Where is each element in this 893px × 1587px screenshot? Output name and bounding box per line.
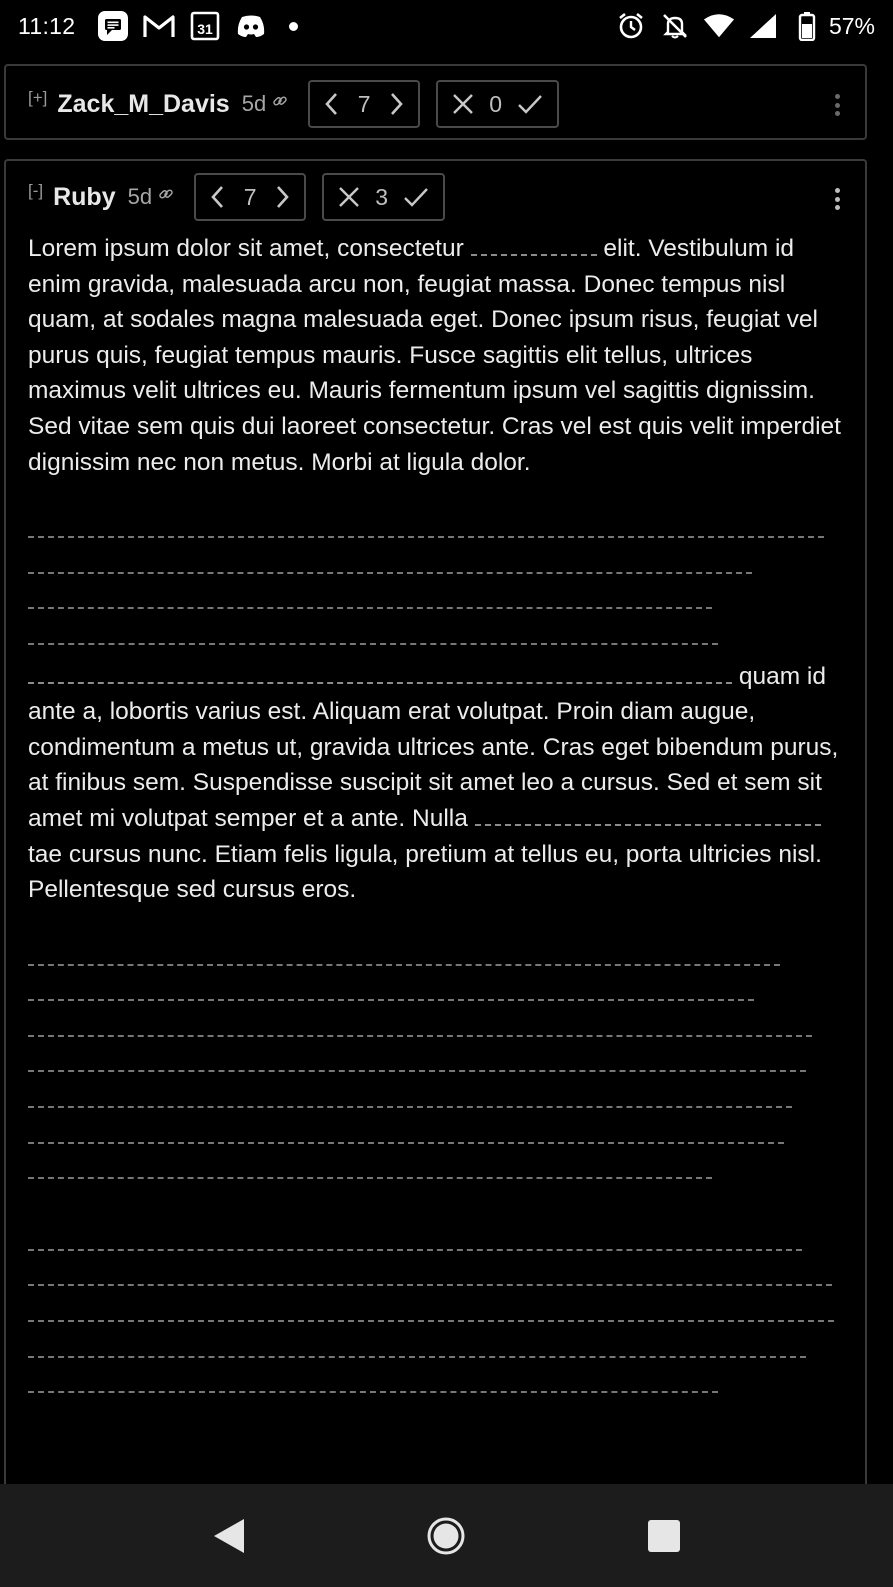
- home-button[interactable]: [422, 1512, 470, 1560]
- comment-header: [28, 173, 461, 221]
- redacted-line: [28, 1086, 843, 1122]
- downvote-chevron-icon[interactable]: [210, 185, 224, 209]
- mute-icon: [659, 10, 691, 42]
- discord-icon: [235, 10, 267, 42]
- redacted-line: [28, 1371, 843, 1407]
- redacted-line: [28, 1264, 843, 1300]
- text-segment: tae cursus nunc. Etiam felis ligula, pretium at tellus eu, porta ultricies nisl. Pellentesque sed cursus eros.: [28, 840, 822, 904]
- collapse-toggle[interactable]: [-]: [28, 181, 44, 200]
- agreement-score: 3: [375, 183, 388, 210]
- redacted-line: [28, 1336, 843, 1372]
- upvote-chevron-icon[interactable]: [390, 92, 404, 116]
- comment-author[interactable]: Ruby: [53, 182, 116, 211]
- text-segment: quam id: [738, 662, 826, 690]
- status-right: [615, 10, 875, 42]
- disagree-x-icon[interactable]: [338, 186, 360, 208]
- redacted-line: [28, 944, 843, 980]
- redacted-line: [28, 1015, 843, 1051]
- more-notifications-dot: [289, 22, 298, 31]
- redacted-line: [28, 623, 843, 659]
- calendar-day: 31: [197, 21, 214, 37]
- text-segment: elit. Vestibulum id enim gravida, malesuada arcu non, feugiat massa. Donec tempus nisl quam, at sodales magna malesuada eget. Donec ipsum risus, feugiat vel purus quis, feugiat tempus mauris. Fusce sagittis elit tellus, ultrices maximus velit ultrices eu. Mauris fermentum ipsum vel sagittis dignissim. Sed vitae sem quis dui laoreet consectetur. Cras vel est quis velit imperdiet dignissim nec non metus. Morbi at ligula dolor.: [28, 235, 841, 476]
- more-options-icon[interactable]: [835, 188, 841, 210]
- comment-age[interactable]: 5d: [241, 91, 267, 116]
- redacted-line: [28, 1050, 843, 1086]
- agreement-score: 0: [489, 90, 503, 117]
- text-segment: Lorem ipsum dolor sit amet, consectetur: [28, 235, 464, 262]
- karma-score: 7: [243, 183, 257, 210]
- link-icon[interactable]: [158, 186, 174, 202]
- redacted-line: [28, 587, 843, 623]
- calendar-icon: [189, 10, 221, 42]
- clock: 11:12: [18, 12, 76, 39]
- status-bar: [0, 0, 893, 52]
- comment-header: [28, 80, 575, 128]
- redacted-line: [28, 1300, 843, 1336]
- comment-paragraph: [28, 231, 843, 480]
- redacted-line: [28, 1122, 843, 1158]
- agreement-vote: [436, 80, 559, 128]
- karma-score: 7: [357, 90, 371, 117]
- wifi-icon: [703, 10, 735, 42]
- redacted-blank: [475, 801, 821, 826]
- karma-vote: [194, 173, 306, 221]
- more-options-icon[interactable]: [835, 94, 841, 116]
- comment-collapsed: [4, 64, 867, 140]
- home-circle-icon: [426, 1516, 466, 1556]
- link-icon[interactable]: [272, 93, 288, 109]
- text-segment: ante a, lobortis varius est. Aliquam erat volutpat. Proin diam augue, condimentum a metus ut, gravida ultrices ante. Cras eget bibendum purus, at finibus sem. Suspendisse suscipit sit amet leo a cursus. Sed et sem sit amet mi volutpat semper et a ante. Nulla: [28, 698, 839, 832]
- redacted-blank: [28, 659, 732, 684]
- messages-icon: [97, 10, 129, 42]
- agree-check-icon[interactable]: [517, 93, 543, 115]
- redacted-blank: [471, 231, 597, 256]
- upvote-chevron-icon[interactable]: [276, 185, 290, 209]
- karma-vote: [308, 80, 420, 128]
- recents-square-icon: [647, 1519, 681, 1553]
- downvote-chevron-icon[interactable]: [324, 92, 338, 116]
- navigation-bar: [0, 1484, 893, 1587]
- battery-percent: 57%: [828, 12, 875, 39]
- comment-expanded: [4, 159, 867, 1489]
- gmail-icon: [143, 10, 175, 42]
- comment-age[interactable]: 5d: [127, 184, 153, 209]
- redacted-line: [28, 1229, 843, 1265]
- comment-author[interactable]: Zack_M_Davis: [57, 89, 230, 118]
- comment-body: [28, 231, 843, 1407]
- redacted-line: [28, 1157, 843, 1193]
- alarm-icon: [615, 10, 647, 42]
- signal-icon: [747, 10, 779, 42]
- disagree-x-icon[interactable]: [452, 93, 474, 115]
- redacted-line: [28, 979, 843, 1015]
- agreement-vote: [322, 173, 445, 221]
- back-triangle-icon: [211, 1517, 247, 1555]
- recents-button[interactable]: [640, 1512, 688, 1560]
- battery-icon: [791, 10, 823, 42]
- redacted-line: [28, 552, 843, 588]
- back-button[interactable]: [205, 1512, 253, 1560]
- redacted-line: [28, 516, 843, 552]
- comment-paragraph: [28, 659, 843, 908]
- expand-toggle[interactable]: [+]: [28, 88, 48, 107]
- agree-check-icon[interactable]: [403, 186, 429, 208]
